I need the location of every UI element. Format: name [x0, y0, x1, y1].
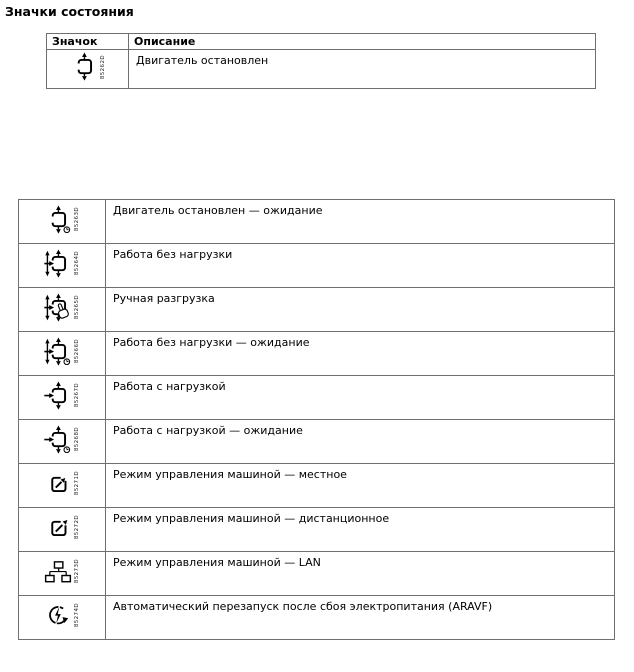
icon-cell [19, 596, 106, 640]
description-cell: Двигатель остановлен — ожидание [106, 200, 615, 244]
icon-code: 85273D [74, 559, 81, 584]
icon-code: 85271D [74, 471, 81, 496]
manual-unload-icon [43, 292, 73, 324]
machine-control-local-icon [43, 468, 73, 500]
table-row [19, 288, 615, 332]
icon-cell [19, 508, 106, 552]
icon-cell [19, 464, 106, 508]
description-cell: Режим управления машиной — LAN [106, 552, 615, 596]
table-row [19, 420, 615, 464]
status-icons-table [18, 199, 615, 640]
icon-cell [47, 50, 129, 89]
description-cell: Ручная разгрузка [106, 288, 615, 332]
description-cell: Двигатель остановлен [129, 50, 596, 89]
icon-cell [19, 288, 106, 332]
icon-code: 85262D [99, 54, 106, 80]
header-row [47, 34, 596, 50]
icon-code: 85272D [74, 515, 81, 540]
icon-cell [19, 552, 106, 596]
status-legend-table [46, 33, 596, 89]
engine-stopped-icon [69, 51, 99, 83]
legend-table-body [47, 50, 596, 89]
engine-stopped-waiting-icon [43, 204, 73, 236]
icon-code: 85266D [74, 339, 81, 364]
description-cell: Работа без нагрузки [106, 244, 615, 288]
icon-cell [19, 332, 106, 376]
table-row [19, 464, 615, 508]
page-title: Значки состояния [5, 4, 134, 19]
running-unloaded-icon [43, 248, 73, 280]
auto-restart-aravf-icon [43, 600, 73, 632]
running-loaded-waiting-icon [43, 424, 73, 456]
table-row [19, 596, 615, 640]
machine-control-lan-icon [43, 556, 73, 588]
description-cell: Режим управления машиной — местное [106, 464, 615, 508]
table-row [47, 50, 596, 89]
icon-code: 85267D [74, 383, 81, 408]
running-unloaded-waiting-icon [43, 336, 73, 368]
description-cell: Работа с нагрузкой — ожидание [106, 420, 615, 464]
description-cell: Автоматический перезапуск после сбоя электропитания (ARAVF) [106, 596, 615, 640]
icon-cell [19, 420, 106, 464]
icon-code: 85265D [74, 295, 81, 320]
column-header-icon: Значок [47, 34, 129, 50]
icon-cell [19, 244, 106, 288]
status-table-body [19, 200, 615, 640]
table-row [19, 200, 615, 244]
table-row [19, 508, 615, 552]
description-cell: Работа без нагрузки — ожидание [106, 332, 615, 376]
table-row [19, 552, 615, 596]
machine-control-remote-icon [43, 512, 73, 544]
icon-cell [19, 200, 106, 244]
icon-code: 85274D [74, 603, 81, 628]
icon-code: 85264D [74, 251, 81, 276]
description-cell: Работа с нагрузкой [106, 376, 615, 420]
column-header-description: Описание [129, 34, 596, 50]
description-cell: Режим управления машиной — дистанционное [106, 508, 615, 552]
icon-code: 85263D [74, 207, 81, 232]
table-row [19, 376, 615, 420]
icon-cell [19, 376, 106, 420]
running-loaded-icon [43, 380, 73, 412]
table-row [19, 332, 615, 376]
table-row [19, 244, 615, 288]
icon-code: 85268D [74, 427, 81, 452]
